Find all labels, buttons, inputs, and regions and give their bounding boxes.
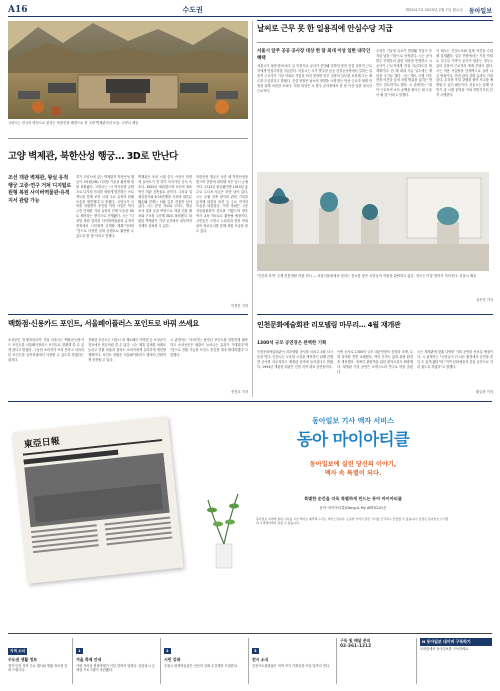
footer-title: 전시 소식 — [252, 657, 269, 662]
framed-newspaper-image — [12, 416, 183, 583]
article-b-col1: 서울시가 폭염·한파·폭우 등 악천후로 공사가 중단돼 일하지 못한 건설 일용직 근로자에게 안심수당을 지급한다. 서울시는 시가 발주한 공공 건설공사장에서 일하는 일용직 근로자가 기상 악화로 작업을 하지 못하면 하루 일당의 일부를 보전해 주는 제도를 도입한다고 밝혔다. 건설 현장은 날씨의 영향을 크게 받는 만큼 근로자 생계 안정을 위해 마련한 조치다. 지원 대상은 시 발주 공사장에서 한 달 이상 일한 내국인 근로자다. — [257, 64, 372, 93]
footer-text: 수원시 평생학습관은 인문학 강좌 수강생을 모집한다. — [164, 664, 238, 668]
footer-title: 시민 강좌 — [164, 657, 181, 662]
reporter-b: 강은지 기자 — [476, 298, 493, 302]
footer-text: 인천아트플랫폼은 지역 작가 기획전을 이달 말까지 연다. — [252, 664, 330, 668]
ad-description — [258, 460, 448, 478]
reporter-c: 송진호 기자 — [231, 390, 248, 394]
footer-box-2 — [164, 637, 244, 685]
footer-text: 가평 자라섬 씽씽축제가 이달 말까지 열린다. 얼음낚시 등 체험 프로그램이 마련됐다. — [76, 664, 155, 673]
section-name: 수도권 — [182, 6, 203, 14]
article-c-col1: 소상공인 '동행마일리지' 사업 서울시는 백화점·신용카드 포인트를 서울페이플러스 포인트로 전환해 쓸 수 있게 한다고 밝혔다. 그동안 소비자가 쓰지 못하고 사라지던 포인트를 골목상권에서 사용할 수 있도록 하겠다는 취지다. — [8, 338, 84, 362]
gyeongbok-aerial-photo — [8, 21, 248, 119]
subhead-b: 서울시 앞주 공공 공사장 대상 한 달 최대 이상 일한 내국인 혜택 — [257, 49, 371, 61]
footer-badge: 3 — [254, 649, 257, 653]
naver-subscribe-button[interactable]: N 동아일보 네이버 구독하기 — [420, 638, 492, 646]
footer-box-3 — [252, 637, 332, 685]
photo-caption-b: '인간과 자연' 주제 전통정원 작품 전시 — 서울식물원에서 열리는 전시를 찾은 시민들이 작품을 관람하고 있다. 전시는 이달 말까지 이어진다. 서울시 제공 — [257, 274, 477, 278]
dateline: 제31017호 2025년 2월 7일 월요일 — [405, 7, 463, 12]
reporter-a: 이경진 기자 — [231, 304, 248, 308]
divider — [257, 20, 493, 21]
footer-text: 경기·인천 지역 주요 행사와 생활 정보를 알려 드립니다. — [8, 664, 68, 673]
article-a-col3: 북한산성 행궁은 숙종 때 북한산성을 쌓으며 전란에 대비해 지은 임시 궁궐이다. 1712년 완공됐지만 1915년 홍수로 무너져 지금은 터만 남아 있다. 시는 궁궐 건축 양식과 관련 기록을 분석해 내전과 외전 등 주요 전각의 모습을 되살렸다. 이번 복원은 고증 자문위원회의 검토를 거쳤으며 향후 역사 교육 자료로도 활용될 예정이다. 시민들은 고양시 누리집과 현장 안내판의 정보무늬를 통해 복원 모습을 볼 수 있다. — [196, 175, 248, 233]
ad-title: 동아 마이아티클 — [296, 430, 410, 449]
article-d-col3: 시는 재개관에 맞춰 다양한 기획 공연을 선보일 예정이다. 시 관계자는 "시민들이 더 나은 환경에서 공연을 즐길 수 있게 됐다"며 "지역 문화예술의 중심 공간으로 자리 잡도록 하겠다"고 말했다. — [417, 350, 493, 369]
ad-service-name: 동아 마이아티클(Dong-A My ARTICLE)은 — [319, 506, 387, 510]
footer-title: 구독 및 배달 문의 — [340, 638, 371, 643]
footer-phone: 02-361-1212 — [340, 644, 372, 649]
divider — [257, 42, 493, 43]
footer-title: 수도권 생활 정보 — [8, 657, 38, 662]
page-header — [8, 4, 492, 17]
article-a-col1: 경기 고양시에 있는 벽제관과 북한산성 행궁이 3차원(3D) 디지털 기술을 활용해 원형 복원됐다. 고양시는 "시 역사문화 콘텐츠로 디지털 가치를 새롭게 발견하는 프로젝트를 통해 조선 시대 주요 유적의 원래 모습을 재현했다"고 밝혔다. 고양시가 국비를 지원받아 추진한 이번 사업은 역사 고증 단계를 거쳐 유적의 전체 모습을 3D로 제작하는 방식으로 진행됐다. 시는 "디지털 복원 결과를 사이버박물관과 유적지 현장에서 시민에게 공개할 계획"이라며 "앞으로 다양한 문화 콘텐츠로 활용할 수 있도록 할 것"이라고 말했다. — [76, 175, 134, 238]
divider — [416, 638, 417, 684]
headline-point-conversion: 백화점·신용카드 포인트, 서울페이플러스 포인트로 바꿔 쓰세요 — [8, 319, 199, 328]
footer-box-local — [8, 637, 68, 685]
divider — [257, 314, 493, 315]
article-b-col2: 수당은 기상청 특보가 발령돼 작업이 중지된 날을 기준으로 산정된다. 시는 공사 발주 단계부터 관련 비용을 반영하고 시공사가 근로자에게 직접 지급하도록 할 계획이다. 한 해 최대 지급 일수에는 제한을 두기로 했다. 시는 제도 시행 이후 현장 의견을 들어 지원 범위를 넓히는 방안도 검토하기로 했다. 시 관계자는 "취약 근로자의 소득 공백을 줄이는 데 도움이 될 것"이라고 말했다. — [376, 49, 432, 98]
photo-caption-a: 고양시는 전국의 명산으로 불리는 북한산을 배경으로 한 고양 벽제관지의 모습. 고양시 제공 — [8, 121, 139, 125]
exhibition-photo — [257, 172, 489, 271]
ad-desc-line2: 액자 속 특별이 되다. — [324, 470, 382, 477]
column-separator — [252, 21, 253, 397]
reporter-d: 황금천 기자 — [476, 390, 493, 394]
divider — [336, 638, 337, 684]
headline-gyeonggi-3d: 고양 벽제관, 북한산성 행궁… 3D로 만난다 — [8, 151, 178, 162]
divider — [160, 638, 161, 684]
headline-day-labor-allowance: 날씨로 근무 못 한 일용직에 안심수당 지급 — [257, 24, 393, 33]
footer-badge: 지역 소식 — [10, 649, 26, 653]
article-c-col3: 시 관계자는 "소비자는 잠자던 포인트를 알뜰하게 활용하고 소상공인은 매출이 늘어나는 효과가 기대된다"며 "앞으로 전환 가능한 포인트 종류를 계속 확대하겠다"고 말했다. — [170, 338, 248, 357]
article-d-col2: 이번 공사로 1300석 규모 대공연장의 음향과 조명, 무대 설비를 전면 교체했다. 객석 간격도 넓혀 관람 환경을 개선했다. 장애인 관람객을 위한 편의시설도 확충했다. 재개관 기념 공연은 오케스트라 연주로 막을 올린다. — [337, 350, 413, 374]
article-d-col1: 인천문화예술회관이 리모델링 공사를 마치고 4월 다시 문을 연다. 인천시는 노후한 시설을 개선하기 위해 진행한 공사를 마무리하고 재개관 준비에 들어갔다고 밝혔다. 1994년 개관한 회관은 인천 지역 대표 공연장이다. — [257, 350, 333, 369]
subhead-a: 조선 객관 벽제관, 왕실 유적 행궁 고증·연구 거쳐 디지털로 원형 복원 사이버역물관·유적지서 관람 가능 — [8, 175, 72, 204]
newspaper-masthead: 東亞日報 — [23, 436, 61, 451]
newspaper-brand: 동아일보 — [468, 7, 492, 15]
divider — [8, 314, 248, 315]
plant-icon — [204, 480, 244, 570]
footer-title: 겨울 축제 안내 — [76, 657, 102, 662]
ad-desc-line1: 동아일보에 실린 당신의 이야기, — [309, 461, 397, 468]
divider — [8, 138, 248, 139]
headline-incheon-arts-center: 인천문화예술회관 리모델링 마무리… 4월 재개관 — [257, 320, 401, 329]
my-article-advertisement — [8, 401, 492, 632]
page-footer — [8, 633, 492, 687]
article-c-col2: 전환한 포인트는 서울시 내 제로페이 가맹점 등 소상공인 점포에서 현금처럼 쓸 수 있다. 시는 제휴 업체를 차례로 늘리고 전환 비율과 절차도 소비자에게 유리하게 개선할 계획이다. 포인트 전환은 서울페이플러스 앱에서 간편하게 신청할 수 있다. — [88, 338, 166, 362]
footer-box-1 — [76, 637, 156, 685]
footer-badge: 1 — [78, 649, 81, 653]
footer-box-naver[interactable] — [420, 637, 492, 685]
divider — [72, 638, 73, 684]
article-b-col3: 이 제도는 건설노조와 업계 의견을 수렴해 설계됐다. 일부 현장에서는 기상 악화로 일주일 가까이 공사가 멈추는 경우도 있어 일용직 근로자의 생계 부담이 컸다. 시는 적용 사업장을 단계적으로 늘려 나갈 방침이다. 안전 관리 강화 효과도 기대된다. 무리한 작업 강행을 줄여 사고를 예방할 수 있기 때문이다. 서울시는 올해 상반기 중 시범 운영을 거쳐 하반기부터 본격 시행한다. — [436, 49, 493, 98]
footer-text: 모바일에서 동아일보를 구독하세요. — [420, 647, 470, 651]
ad-tagline: 특별한 순간을 더욱 특별하게 만드는 동아 마이아티클 — [304, 496, 402, 501]
ad-kicker: 동아일보 기사 액자 서비스 — [312, 417, 394, 425]
page-number: A16 — [8, 5, 28, 15]
footer-box-subscription — [340, 637, 412, 685]
footer-badge: 2 — [166, 649, 169, 653]
ad-body-text: 동아일보 지면에 실린 기사를 고급 액자로 제작해 드리는 서비스입니다. 소중한 기억이 담긴 기사를 간직하고 선물할 수 있습니다. 신청은 동아일보 누리집과 고객센터에서 하실 수 있습니다. — [256, 517, 449, 526]
subhead-d: 1300석 규모 공연장은 완벽한 기획 — [257, 341, 327, 346]
article-a-col2: 벽제관은 조선 시대 중국 사신이 한양에 들어오기 전 하루 묵어가던 공식 숙소다. 1625년 세워졌으며 조선의 대표적인 객관 건축물로 꼽힌다. 그러나 일제강점기와 6·25전쟁을 거치며 대부분 훼손돼 현재는 터와 일부 건물만 남아 있다. 시는 문헌 자료와 고지도, 발굴 조사 결과 등을 바탕으로 객관 건물 배치와 구조를 고증해 3D로 복원했다. 복원된 벽제관은 가상 공간에서 내부까지 자세히 살펴볼 수 있다. — [138, 175, 192, 229]
divider — [248, 638, 249, 684]
